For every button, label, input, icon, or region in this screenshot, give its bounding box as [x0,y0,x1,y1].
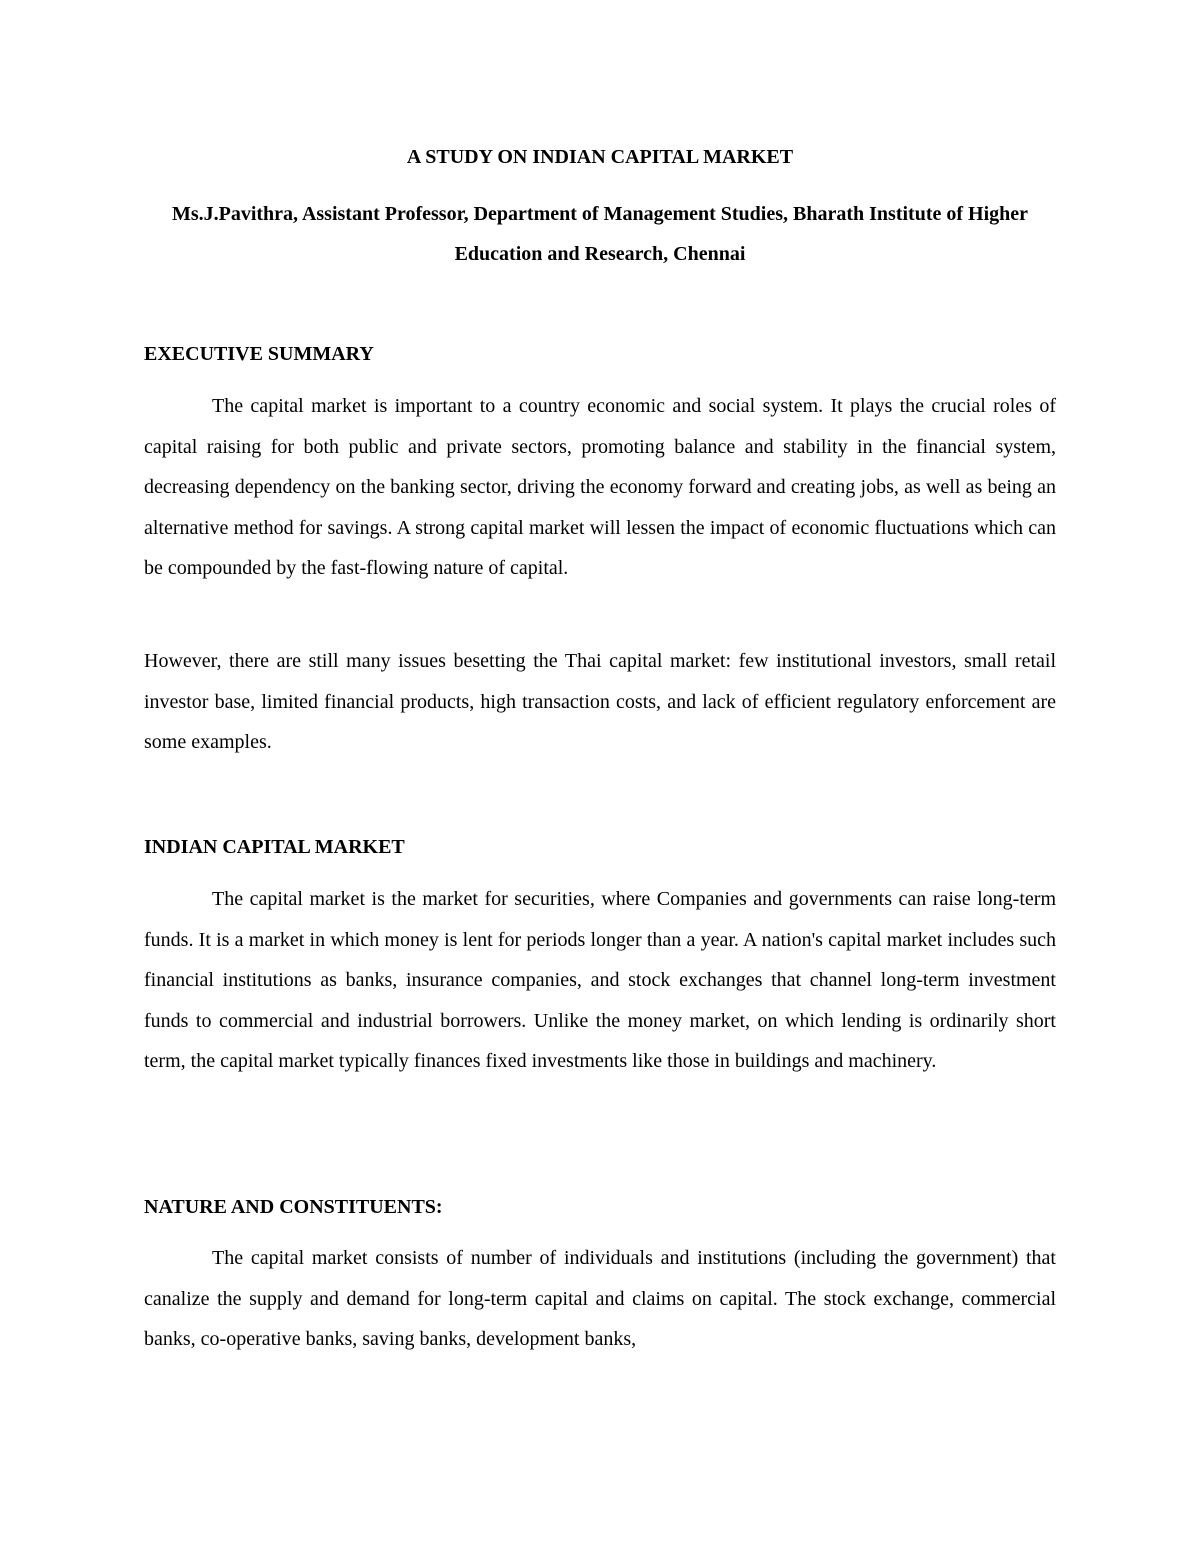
nature-and-constituents-paragraph: The capital market consists of number of individuals and institutions (including the government) that canalize the supply and demand for long-term capital and claims on capital. The stock exchange, commercial banks, co-operative banks, saving banks, development banks, [144,1247,1056,1350]
executive-summary-paragraph-2: However, there are still many issues besetting the Thai capital market: few institutional investors, small retail investor base, limited financial products, high transaction costs, and lack of efficient regulatory enforcement are some examples. [144,650,1056,753]
section-heading-nature-and-constituents: NATURE AND CONSTITUENTS: [144,1196,443,1218]
section-heading-executive-summary: EXECUTIVE SUMMARY [144,343,374,365]
author-affiliation: Ms.J.Pavithra, Assistant Professor, Department of Management Studies, Bharath Institute of Higher Education and Research, Chennai [171,203,1029,265]
executive-summary-paragraph-1: The capital market is important to a country economic and social system. It plays the crucial roles of capital raising for both public and private sectors, promoting balance and stability in the financial system, decreasing dependency on the banking sector, driving the economy forward and creating jobs, as well as being an alternative method for savings. A strong capital market will lessen the impact of economic fluctuations which can be compounded by the fast-flowing nature of capital. [144,395,1056,579]
indian-capital-market-paragraph: The capital market is the market for securities, where Companies and governments can raise long-term funds. It is a market in which money is lent for periods longer than a year. A nation's capital market includes such financial institutions as banks, insurance companies, and stock exchanges that channel long-term investment funds to commercial and industrial borrowers. Unlike the money market, on which lending is ordinarily short term, the capital market typically finances fixed investments like those in buildings and machinery. [144,888,1056,1072]
document-title: A STUDY ON INDIAN CAPITAL MARKET [406,146,794,168]
section-heading-indian-capital-market: INDIAN CAPITAL MARKET [144,836,405,858]
